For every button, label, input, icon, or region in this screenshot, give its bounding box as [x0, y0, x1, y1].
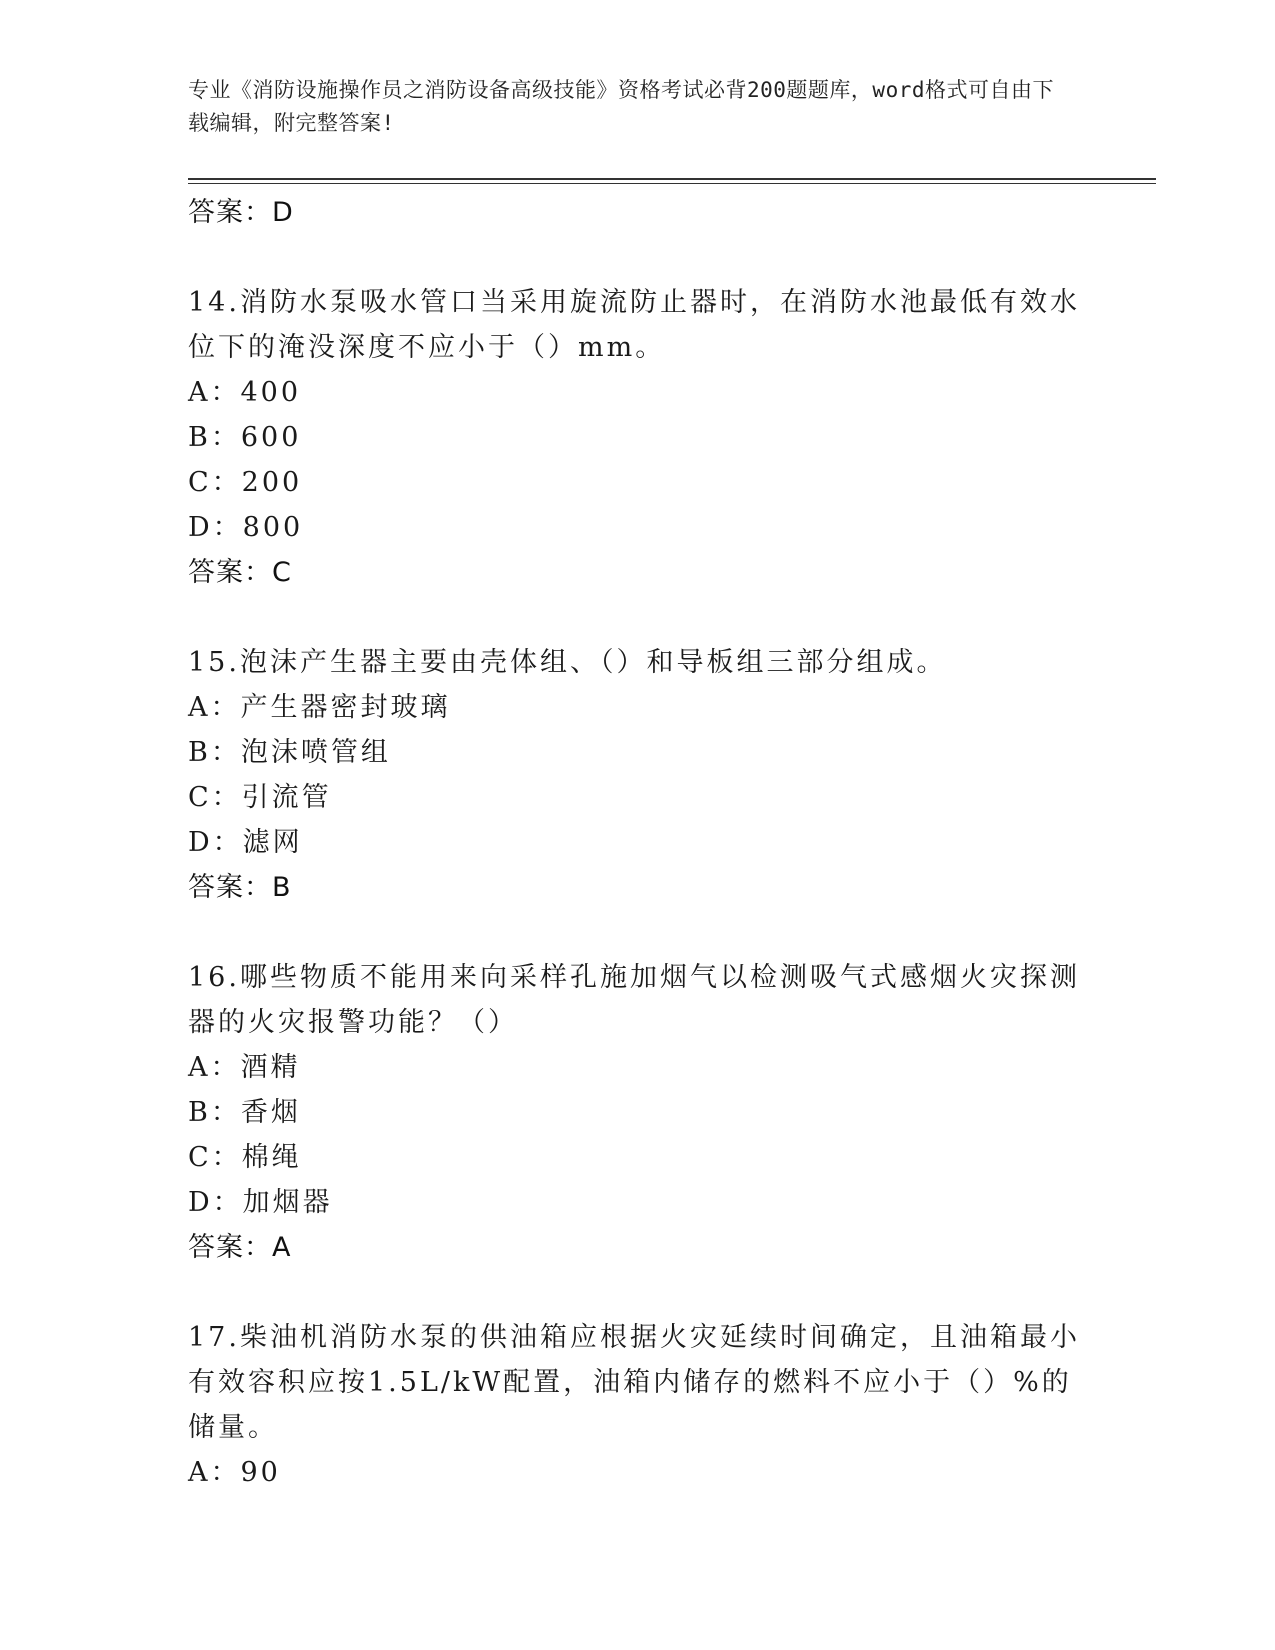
- question-text-15: 15.泡沫产生器主要由壳体组、（）和导板组三部分组成。: [188, 647, 947, 678]
- option-16-c: C：棉绳: [188, 1142, 302, 1173]
- document-header: 专业《消防设施操作员之消防设备高级技能》资格考试必背200题题库，word格式可自由下载编辑，附完整答案!: [188, 78, 1054, 135]
- option-15-c: C：引流管: [188, 782, 332, 813]
- question-list: [188, 190, 1088, 1495]
- question-text-14: 14.消防水泵吸水管口当采用旋流防止器时，在消防水池最低有效水位下的淹没深度不应小于（）mm。: [188, 287, 1080, 363]
- option-16-a: A：酒精: [188, 1052, 301, 1083]
- question-block-15: [188, 640, 1088, 911]
- option-16-d: D：加烟器: [188, 1187, 333, 1218]
- question-text-17: 17.柴油机消防水泵的供油箱应根据火灾延续时间确定，且油箱最小有效容积应按1.5L/kW配置，油箱内储存的燃料不应小于（）%的储量。: [188, 1322, 1080, 1443]
- option-14-d: D：800: [188, 512, 304, 543]
- answer-14: 答案：C: [188, 557, 292, 588]
- question-block-16: [188, 955, 1088, 1271]
- question-block-14: [188, 280, 1088, 596]
- option-14-b: B：600: [188, 422, 302, 453]
- header-divider: [188, 178, 1156, 180]
- option-15-a: A：产生器密封玻璃: [188, 692, 451, 723]
- option-15-d: D：滤网: [188, 827, 303, 858]
- answer-13: 答案：D: [188, 197, 294, 228]
- option-17-a: A：90: [188, 1457, 281, 1488]
- option-14-a: A：400: [188, 377, 302, 408]
- option-15-b: B：泡沫喷管组: [188, 737, 391, 768]
- option-14-c: C：200: [188, 467, 303, 498]
- header-divider-thin: [188, 183, 1156, 184]
- answer-15: 答案：B: [188, 872, 292, 903]
- answer-16: 答案：A: [188, 1232, 292, 1263]
- question-block-17: [188, 1315, 1088, 1495]
- option-16-b: B：香烟: [188, 1097, 301, 1128]
- question-text-16: 16.哪些物质不能用来向采样孔施加烟气以检测吸气式感烟火灾探测器的火灾报警功能？（）: [188, 962, 1080, 1038]
